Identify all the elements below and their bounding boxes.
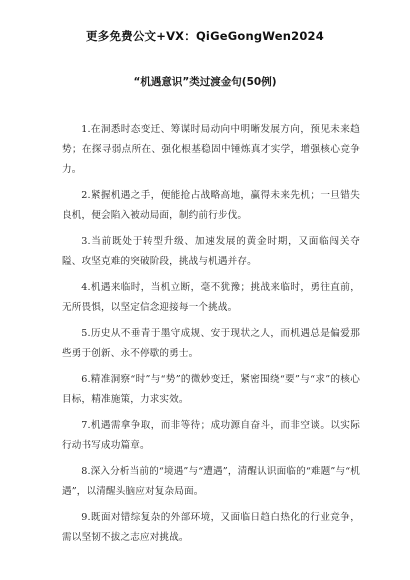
list-item: 5.历史从不垂青于墨守成规、安于现状之人，而机遇总是偏爱那些勇于创新、永不停歇的勇士。 — [62, 328, 360, 359]
list-item: 6.精准洞察“时”与“势”的微妙变迁，紧密围绕“要”与“求”的核心目标，精准施策，力求实效。 — [62, 374, 360, 405]
header-watermark: 更多免费公文+VX：QiGeGongWen2024 — [86, 29, 324, 43]
item-list — [62, 120, 360, 554]
document-title: “机遇意识”类过渡金句(50例) — [133, 76, 277, 88]
list-item: 3.当前既处于转型升级、加速发展的黄金时期，又面临闯关夺隘、攻坚克难的突破阶段，挑战与机遇并存。 — [62, 236, 360, 267]
list-item: 2.紧握机遇之手，便能抢占战略高地，赢得未来先机；一旦错失良机，便会陷入被动局面，制约前行步伐。 — [62, 190, 360, 221]
list-item: 4.机遇来临时，当机立断，毫不犹豫；挑战来临时，勇往直前，无所畏惧，以坚定信念迎接每一个挑战。 — [62, 282, 360, 313]
list-item: 1.在洞悉时态变迁、筹谋时局动向中明晰发展方向，预见未来趋势；在探寻弱点所在、强化根基稳固中锤炼真才实学，增强核心竞争力。 — [62, 124, 360, 175]
list-item: 8.深入分析当前的“境遇”与“遭遇”，清醒认识面临的“难题”与“机遇”，以清醒头脑应对复杂局面。 — [62, 466, 360, 497]
list-item: 9.既面对错综复杂的外部环境，又面临日趋白热化的行业竞争，需以坚韧不拔之志应对挑战。 — [62, 512, 360, 543]
list-item: 7.机遇需拿争取，而非等待；成功源自奋斗，而非空谈。以实际行动书写成功篇章。 — [62, 420, 360, 451]
